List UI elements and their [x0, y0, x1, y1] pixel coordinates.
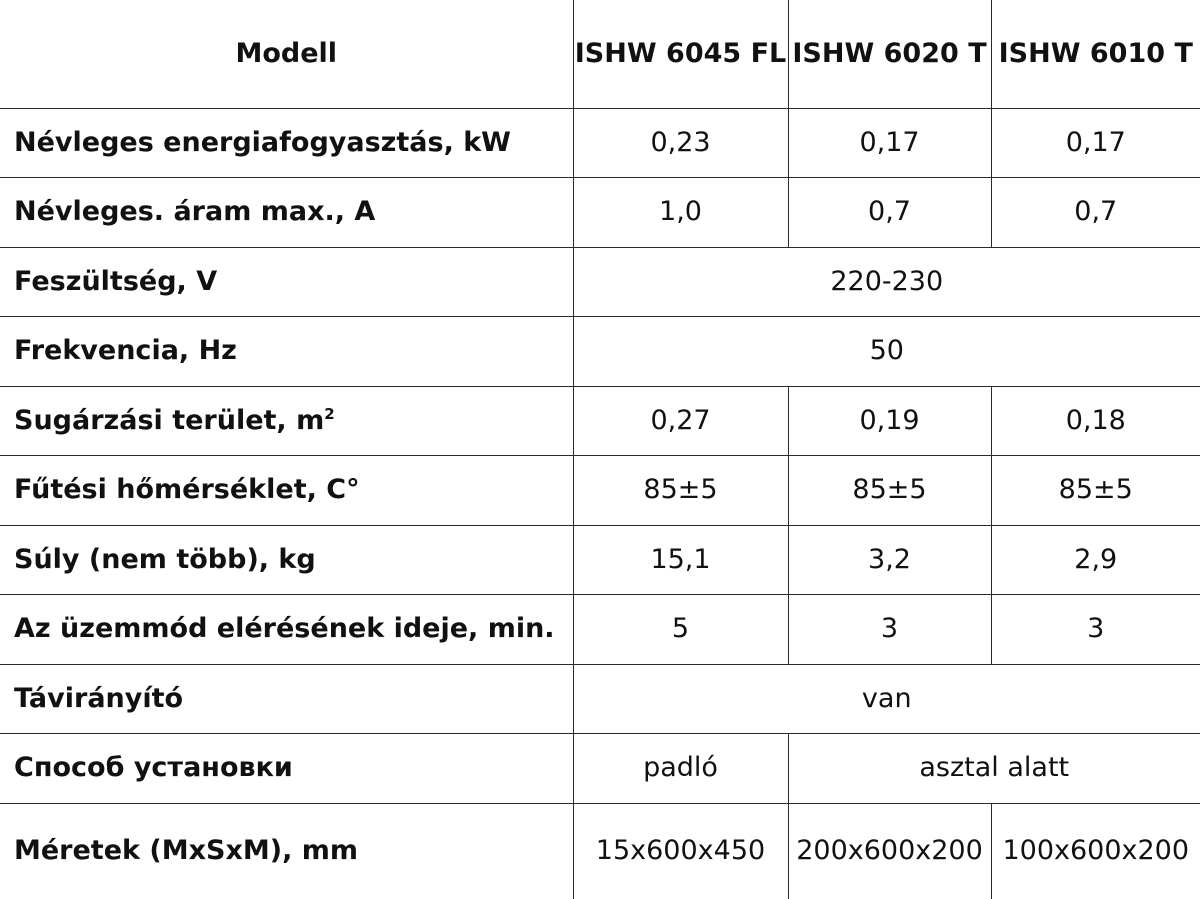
row-label-current: Névleges. áram max., A	[0, 177, 573, 247]
row-label-remote: Távirányító	[0, 664, 573, 733]
table-row	[0, 177, 1200, 247]
cell-power-3: 0,17	[991, 108, 1200, 177]
model-header: Modell	[0, 0, 573, 108]
table-row	[0, 247, 1200, 316]
cell-current-3: 0,7	[991, 177, 1200, 247]
row-label-heating-temp: Fűtési hőmérséklet, C°	[0, 455, 573, 525]
cell-heating-temp-3: 85±5	[991, 455, 1200, 525]
cell-dimensions-1: 15x600x450	[573, 803, 788, 899]
row-label-weight: Súly (nem több), kg	[0, 525, 573, 594]
cell-radiation-area-2: 0,19	[788, 386, 991, 455]
cell-frequency: 50	[573, 316, 1200, 386]
model-name-1: ISHW 6045 FL	[573, 0, 788, 108]
model-name-3: ISHW 6010 T	[991, 0, 1200, 108]
cell-radiation-area-3: 0,18	[991, 386, 1200, 455]
table-row	[0, 108, 1200, 177]
row-label-warmup-time: Az üzemmód elérésének ideje, min.	[0, 594, 573, 664]
header-row	[0, 0, 1200, 108]
cell-warmup-time-2: 3	[788, 594, 991, 664]
cell-heating-temp-1: 85±5	[573, 455, 788, 525]
table-row	[0, 733, 1200, 803]
cell-installation-1: padló	[573, 733, 788, 803]
cell-weight-2: 3,2	[788, 525, 991, 594]
cell-weight-1: 15,1	[573, 525, 788, 594]
row-label-voltage: Feszültség, V	[0, 247, 573, 316]
cell-installation-2: asztal alatt	[788, 733, 1200, 803]
cell-dimensions-3: 100x600x200	[991, 803, 1200, 899]
table-row	[0, 594, 1200, 664]
cell-current-2: 0,7	[788, 177, 991, 247]
table-row	[0, 316, 1200, 386]
table-row	[0, 803, 1200, 899]
row-label-power: Névleges energiafogyasztás, kW	[0, 108, 573, 177]
table-row	[0, 386, 1200, 455]
row-label-frequency: Frekvencia, Hz	[0, 316, 573, 386]
cell-remote: van	[573, 664, 1200, 733]
cell-voltage: 220-230	[573, 247, 1200, 316]
table-row	[0, 525, 1200, 594]
cell-warmup-time-3: 3	[991, 594, 1200, 664]
cell-heating-temp-2: 85±5	[788, 455, 991, 525]
model-name-2: ISHW 6020 T	[788, 0, 991, 108]
cell-current-1: 1,0	[573, 177, 788, 247]
row-label-radiation-area	[0, 386, 573, 455]
table-row	[0, 664, 1200, 733]
cell-radiation-area-1: 0,27	[573, 386, 788, 455]
cell-power-2: 0,17	[788, 108, 991, 177]
cell-weight-3: 2,9	[991, 525, 1200, 594]
cell-power-1: 0,23	[573, 108, 788, 177]
row-label-dimensions: Méretek (MxSxM), mm	[14, 835, 358, 867]
square-superscript: 2	[324, 404, 335, 423]
cell-warmup-time-1: 5	[573, 594, 788, 664]
radiation-area-label: Sugárzási terület, m	[14, 404, 325, 436]
row-label-installation: Способ установки	[0, 733, 573, 803]
cell-dimensions-2: 200x600x200	[788, 803, 991, 899]
table-row	[0, 455, 1200, 525]
